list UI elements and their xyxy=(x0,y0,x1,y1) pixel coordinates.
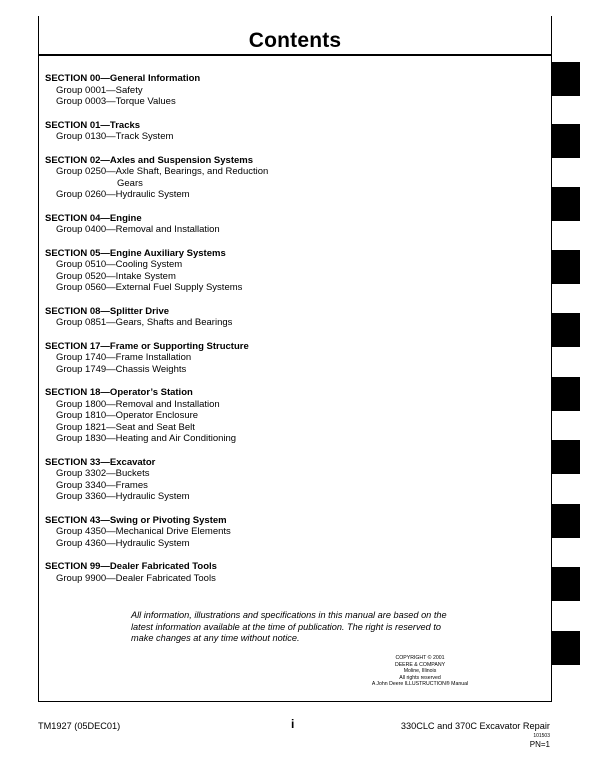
tab-43[interactable] xyxy=(552,631,580,665)
group-entry[interactable]: Group 1740—Frame Installation xyxy=(56,352,192,363)
footer-manual-title: 330CLC and 370C Excavator Repair xyxy=(400,721,550,731)
footer-pn: PN=1 xyxy=(529,740,550,749)
group-entry[interactable]: Group 3360—Hydraulic System xyxy=(56,491,190,502)
section-heading[interactable]: SECTION 43—Swing or Pivoting System xyxy=(45,514,227,526)
group-entry[interactable]: Group 4350—Mechanical Drive Elements xyxy=(56,526,231,537)
footer-code: 101503 xyxy=(533,733,550,739)
section-heading[interactable]: SECTION 18—Operator’s Station xyxy=(45,387,193,398)
tab-02[interactable] xyxy=(552,187,580,221)
group-entry-continuation: Gears xyxy=(117,177,143,189)
footer-page-number: i xyxy=(291,717,295,731)
copyright-line: COPYRIGHT © 2001 xyxy=(395,655,445,661)
section-heading[interactable]: SECTION 04—Engine xyxy=(45,212,142,224)
group-entry[interactable]: Group 3340—Frames xyxy=(56,479,148,491)
group-entry[interactable]: Group 0001—Safety xyxy=(56,84,143,96)
section-heading[interactable]: SECTION 08—Splitter Drive xyxy=(45,305,170,317)
tab-08[interactable] xyxy=(552,377,580,411)
group-entry[interactable]: Group 0560—External Fuel Supply Systems xyxy=(56,282,243,293)
group-entry-text: Group 0250—Axle Shaft, Bearings, and Reduction xyxy=(56,166,269,177)
copyright-block xyxy=(348,655,492,688)
tab-01[interactable] xyxy=(552,124,580,158)
copyright-company: DEERE & COMPANY xyxy=(394,661,446,668)
group-entry[interactable]: Group 0003—Torque Values xyxy=(56,96,176,107)
tab-04[interactable] xyxy=(552,250,580,284)
footer-manual-id: TM1927 (05DEC01) xyxy=(38,721,121,731)
toc-section-01 xyxy=(45,120,365,143)
table-of-contents xyxy=(45,73,365,596)
toc-section-33 xyxy=(45,457,365,503)
group-entry[interactable]: Group 0851—Gears, Shafts and Bearings xyxy=(56,317,233,328)
tab-00[interactable] xyxy=(552,62,580,96)
toc-section-18 xyxy=(45,387,365,445)
toc-section-17 xyxy=(45,341,365,376)
publication-notice: All information, illustrations and specifications in this manual are based on the latest information available at the time of publication. The right is reserved to make changes at any time without notice. xyxy=(131,610,447,643)
group-entry[interactable]: Group 1749—Chassis Weights xyxy=(56,363,187,375)
group-entry[interactable]: Group 1830—Heating and Air Conditioning xyxy=(56,433,237,444)
group-entry[interactable]: Group 3302—Buckets xyxy=(56,468,150,479)
section-heading[interactable]: SECTION 01—Tracks xyxy=(45,119,141,131)
page-title: Contents xyxy=(248,29,342,52)
section-heading[interactable]: SECTION 02—Axles and Suspension Systems xyxy=(45,154,254,166)
group-entry[interactable]: Group 0260—Hydraulic System xyxy=(56,189,190,200)
group-entry[interactable]: Group 0520—Intake System xyxy=(56,270,176,282)
tab-17[interactable] xyxy=(552,440,580,474)
tab-18[interactable] xyxy=(552,504,580,538)
toc-section-99 xyxy=(45,561,365,584)
group-entry[interactable]: Group 9900—Dealer Fabricated Tools xyxy=(56,572,216,584)
group-entry[interactable]: Group 1821—Seat and Seat Belt xyxy=(56,421,195,433)
toc-section-05 xyxy=(45,248,365,294)
group-entry[interactable]: Group 4360—Hydraulic System xyxy=(56,537,190,549)
group-entry[interactable]: Group 1810—Operator Enclosure xyxy=(56,410,199,421)
group-entry[interactable]: Group 0400—Removal and Installation xyxy=(56,224,220,235)
toc-section-00 xyxy=(45,73,365,108)
group-entry[interactable] xyxy=(45,166,365,189)
toc-section-08 xyxy=(45,306,365,329)
tab-33[interactable] xyxy=(552,567,580,601)
section-heading[interactable]: SECTION 17—Frame or Supporting Structure xyxy=(45,340,249,352)
section-heading[interactable]: SECTION 00—General Information xyxy=(45,73,201,84)
section-heading[interactable]: SECTION 99—Dealer Fabricated Tools xyxy=(45,561,217,572)
section-heading[interactable]: SECTION 05—Engine Auxiliary Systems xyxy=(45,247,226,259)
group-entry[interactable]: Group 0510—Cooling System xyxy=(56,259,183,270)
section-heading[interactable]: SECTION 33—Excavator xyxy=(45,456,156,468)
tab-05[interactable] xyxy=(552,313,580,347)
copyright-manual: A John Deere ILLUSTRUCTION® Manual xyxy=(371,681,469,688)
toc-section-02 xyxy=(45,155,365,201)
toc-section-43 xyxy=(45,515,365,550)
copyright-rights: All rights reserved xyxy=(399,674,441,681)
group-entry[interactable]: Group 1800—Removal and Installation xyxy=(56,398,220,410)
copyright-location: Moline, Illinois xyxy=(403,668,437,675)
group-entry[interactable]: Group 0130—Track System xyxy=(56,131,174,142)
toc-section-04 xyxy=(45,213,365,236)
